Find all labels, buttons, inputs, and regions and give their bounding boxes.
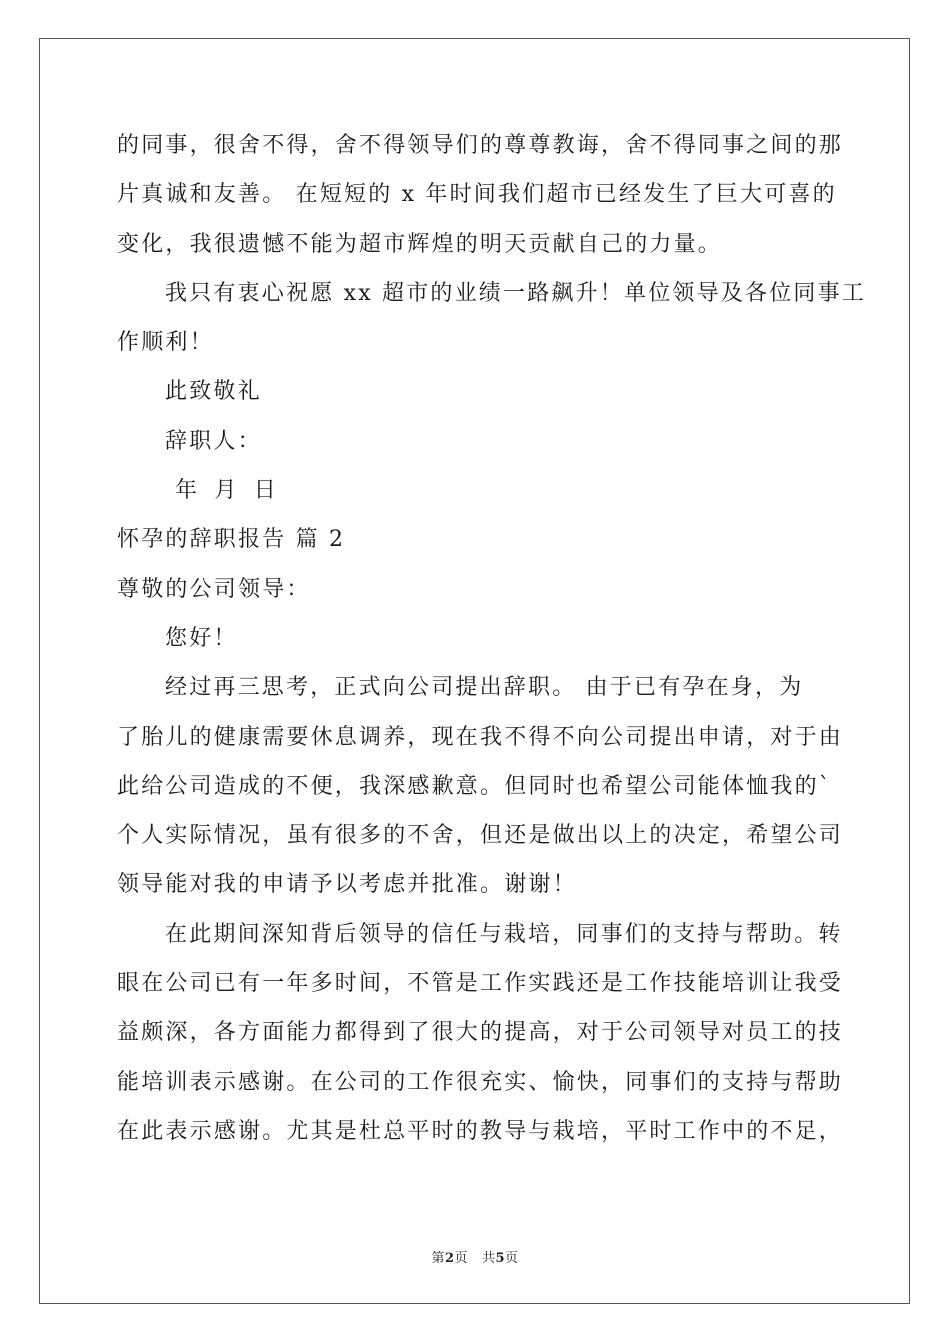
text-line: 此给公司造成的不便，我深感歉意。但同时也希望公司能体恤我的` (117, 773, 833, 799)
text-line: 在此表示感谢。尤其是杜总平时的教导与栽培，平时工作中的不足， (117, 1118, 844, 1144)
letter-hello: 您好！ (165, 625, 238, 651)
text-line: 的同事，很舍不得，舍不得领导们的尊尊教诲，舍不得同事之间的那 (117, 133, 844, 158)
text-line: 个人实际情况，虽有很多的不舍，但还是做出以上的决定，希望公司 (117, 823, 844, 849)
text-line: 益颇深，各方面能力都得到了很大的提高，对于公司领导对员工的技 (117, 1020, 844, 1046)
text-line: 片真诚和友善。 在短短的 x 年时间我们超市已经发生了巨大可喜的 (117, 182, 837, 208)
closing-salutation: 此致敬礼 (165, 379, 262, 405)
footer-page-word: 页 (454, 1251, 469, 1266)
paragraph-start: 经过再三思考，正式向公司提出辞职。 由于已有孕在身，为 (165, 675, 804, 701)
section-heading: 怀孕的辞职报告 篇 2 (117, 527, 346, 553)
footer-total-suffix: 页 (505, 1251, 519, 1266)
total-page-count: 5 (495, 1251, 506, 1266)
text-line: 作顺利！ (117, 330, 214, 356)
letter-greeting: 尊敬的公司领导： (117, 576, 311, 602)
paragraph-start: 我只有衷心祝愿 xx 超市的业绩一路飙升！单位领导及各位同事工 (165, 280, 867, 306)
date-placeholder: 年 月 日 (175, 478, 278, 504)
signature-label: 辞职人： (165, 428, 262, 454)
document-body (117, 121, 867, 1156)
text-line: 能培训表示感谢。在公司的工作很充实、愉快，同事们的支持与帮助 (117, 1069, 844, 1095)
text-line: 领导能对我的申请予以考虑并批准。谢谢！ (117, 872, 577, 898)
text-line: 变化，我很遗憾不能为超市辉煌的明天贡献自己的力量。 (117, 231, 723, 257)
footer-total-prefix: 共 (481, 1251, 496, 1266)
current-page-number: 2 (444, 1251, 455, 1266)
paragraph-start: 在此期间深知背后领导的信任与栽培，同事们的支持与帮助。转 (165, 921, 843, 947)
page-footer (0, 1247, 950, 1266)
text-line: 眼在公司已有一年多时间，不管是工作实践还是工作技能培训让我受 (117, 971, 844, 997)
footer-prefix: 第 (431, 1251, 445, 1266)
text-line: 了胎儿的健康需要休息调养，现在我不得不向公司提出申请，对于由 (117, 724, 844, 750)
